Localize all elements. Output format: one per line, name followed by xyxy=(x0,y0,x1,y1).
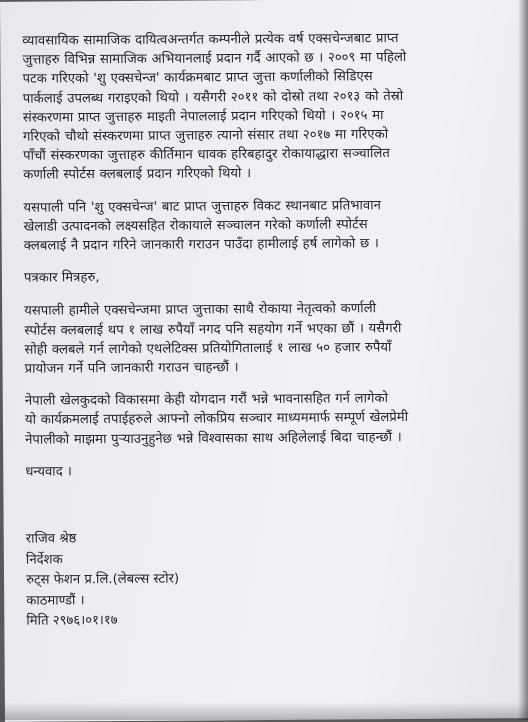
text-line: पार्कलाई उपलब्ध गराइएको थियो । यसैगरी २०११ को दोस्रो तथा २०१३ को तेस्रो xyxy=(23,86,505,109)
text-line: नेपालीको माझमा पुऱ्याउनुहुनेछ भन्ने विश्वासका साथ अहिलेलाई बिदा चाहन्छौं । xyxy=(25,427,507,450)
text-line: संस्करणमा प्राप्त जुत्ताहरु माइती नेपाललाई प्रदान गरिएको थियो । २०१५ मा xyxy=(23,105,505,128)
text-line: खेलाडी उत्पादनको लक्ष्यसहित रोकायाले सञ्चालन गरेको कर्णाली स्पोर्टस xyxy=(24,214,506,237)
text-line: प्रायोजन गर्ने पनि जानकारी गराउन चाहन्छौं । xyxy=(25,356,507,379)
signatory-name: राजिव श्रेष्ठ xyxy=(26,526,508,550)
paragraph-4 xyxy=(25,389,507,450)
text-line: जुत्ताहरु विभिन्न सामाजिक अभियानलाई प्रदान गर्दै आएको छ । २००९ मा पहिलो xyxy=(22,48,504,71)
salutation: पत्रकार मित्रहरु, xyxy=(24,266,506,289)
city: काठमाण्डौं । xyxy=(26,588,508,612)
company-name: रुट्स फेशन प्र.लि.(लेबल्स स्टोर) xyxy=(26,567,508,591)
page-bottom-shadow xyxy=(0,702,528,720)
paragraph-1 xyxy=(22,28,505,185)
text-line: पाँचौं संस्करणका जुत्ताहरु कीर्तिमान धावक हरिबहादुर रोकायाद्धारा सञ्चालित xyxy=(23,144,505,167)
text-line: यसपाली पनि 'शु एक्सचेन्ज' बाट प्राप्त जुत्ताहरु विकट स्थानबाट प्रतिभावान xyxy=(23,195,505,218)
closing: धन्यवाद । xyxy=(25,459,507,482)
signature-block xyxy=(26,526,509,632)
letter-date: मिति २९७६।०१।१७ xyxy=(26,608,508,632)
page-edge-shadow xyxy=(518,0,528,720)
paragraph-3 xyxy=(24,299,507,379)
text-line: गरिएको चौथो संस्करणमा प्राप्त जुत्ताहरु त्यानो संसार तथा २०१७ मा गरिएको xyxy=(23,124,505,147)
text-line: यसपाली हामीले एक्सचेन्जमा प्राप्त जुत्ताका साथै रोकाया नेतृत्वको कर्णाली xyxy=(24,299,506,322)
text-line: नेपाली खेलकुदको विकासमा केही योगदान गरौं भन्ने भावनासहित गर्न लागेको xyxy=(25,389,507,412)
text-line: स्पोर्टस क्लबलाई थप १ लाख रुपैयाँ नगद पनि सहयोग गर्ने भएका छौं । यसैगरी xyxy=(24,318,506,341)
paragraph-2 xyxy=(23,195,505,256)
text-line: क्लबलाई नै प्रदान गरिने जानकारी गराउन पाउँदा हामीलाई हर्ष लागेको छ । xyxy=(24,233,506,256)
text-line: पटक गरिएको 'शु एक्सचेन्ज' कार्यक्रमबाट प्राप्त जुत्ता कर्णालीको सिडिएस xyxy=(22,67,504,90)
text-line: सोही क्लबले गर्न लागेको एथलेटिक्स प्रतियोगितालाई १ लाख ५० हजार रुपैयाँ xyxy=(24,337,506,360)
text-line: व्यावसायिक सामाजिक दायित्वअन्तर्गत कम्पनीले प्रत्येक वर्ष एक्सचेन्जबाट प्राप्त xyxy=(22,28,504,51)
text-line: यो कार्यक्रमलाई तपाईहरुले आफ्नो लोकप्रिय सञ्चार माध्यममार्फ सम्पूर्ण खेलप्रेमी xyxy=(25,408,507,431)
text-line: कर्णाली स्पोर्टस क्लबलाई प्रदान गरिएको थियो । xyxy=(23,163,505,186)
signatory-title: निर्देशक xyxy=(26,547,508,571)
